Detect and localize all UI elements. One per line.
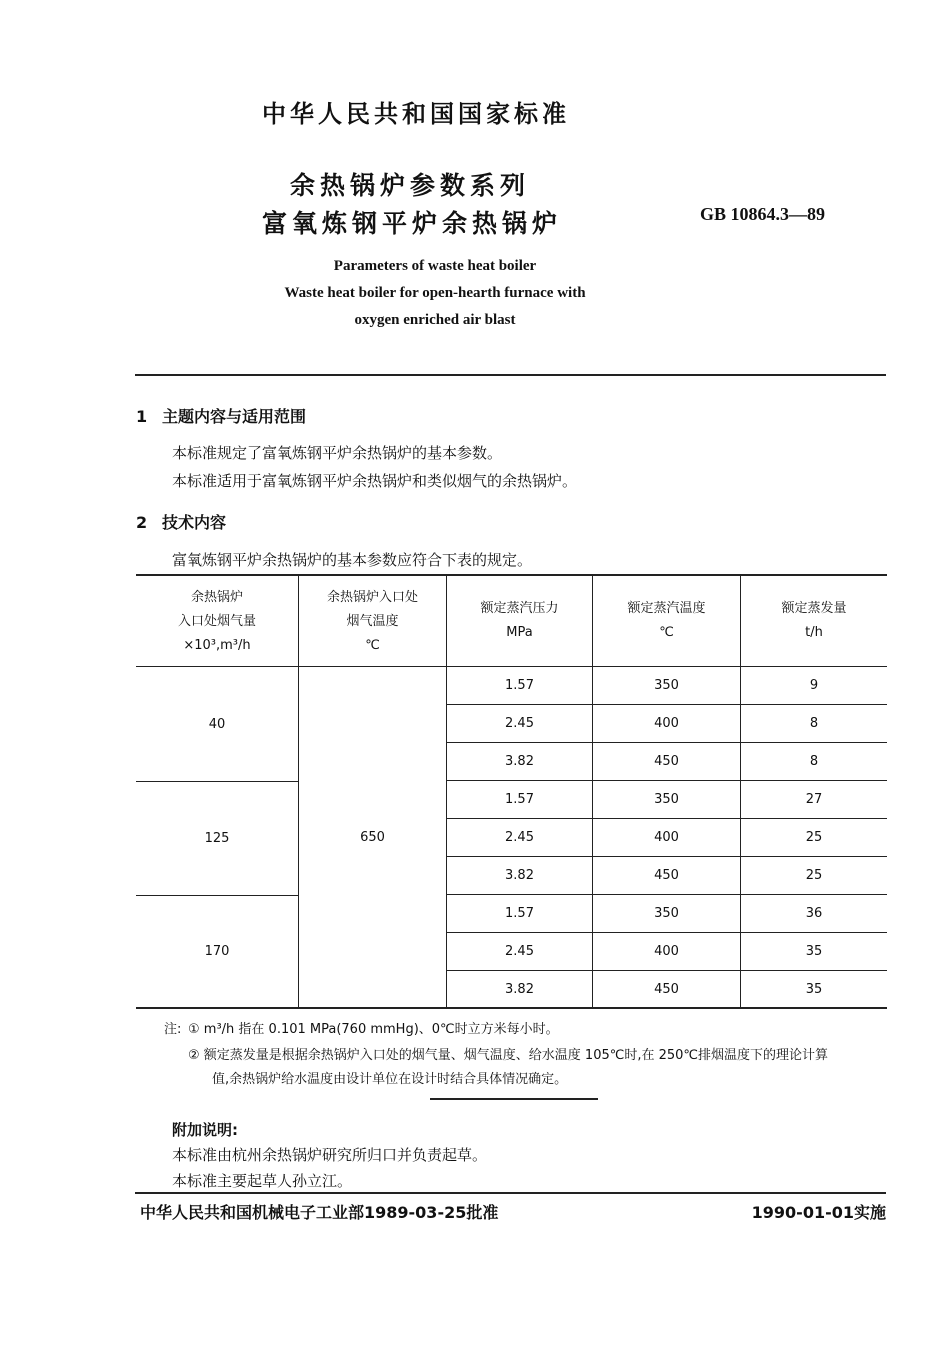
english-title-line3: oxygen enriched air blast — [354, 312, 516, 328]
pressure-cell: 3.82 — [505, 981, 534, 997]
header-gas-flow-unit: ×10³,m³/h — [183, 638, 251, 653]
note-2-line1: ② 额定蒸发量是根据余热锅炉入口处的烟气量、烟气温度、给水温度 105℃时,在 250℃排烟温度下的理论计算 — [188, 1048, 829, 1063]
pressure-cell: 3.82 — [505, 754, 534, 769]
steam-temperature-cell: 450 — [654, 981, 679, 997]
section-2-number: 2 — [136, 513, 148, 532]
note-2-line2: 值,余热锅炉给水温度由设计单位在设计时结合具体情况确定。 — [212, 1072, 568, 1087]
header-steam-pressure — [447, 597, 592, 645]
additional-note-2: 本标准主要起草人孙立江。 — [172, 1172, 353, 1190]
header-gas-flow — [136, 586, 298, 658]
header-evaporation-unit: t/h — [805, 625, 823, 640]
approval-statement: 中华人民共和国机械电子工业部1989-03-25批准 — [140, 1203, 499, 1222]
additional-note-1: 本标准由杭州余热锅炉研究所归口并负责起草。 — [172, 1146, 488, 1164]
evaporation-cell: 8 — [809, 716, 819, 731]
evaporation-cell: 25 — [805, 830, 823, 845]
section-1-number: 1 — [136, 407, 148, 426]
evaporation-cell: 36 — [805, 906, 823, 921]
evaporation-cell: 27 — [805, 792, 823, 807]
header-steam-temperature-label: 额定蒸汽温度 — [627, 601, 706, 616]
gas-temperature-cell: 650 — [360, 829, 385, 845]
gas-flow-cell: 40 — [208, 716, 226, 732]
evaporation-cell: 8 — [809, 754, 819, 769]
gas-flow-cell: 125 — [204, 831, 230, 846]
document-title-line1: 余热锅炉参数系列 — [290, 171, 531, 200]
section-1-paragraph-1: 本标准规定了富氧炼钢平炉余热锅炉的基本参数。 — [172, 444, 503, 462]
section-1-paragraph-2: 本标准适用于富氧炼钢平炉余热锅炉和类似烟气的余热锅炉。 — [172, 472, 578, 490]
header-steam-temperature-unit: ℃ — [659, 625, 674, 640]
pressure-cell: 3.82 — [505, 868, 534, 883]
section-1-heading — [136, 404, 306, 427]
steam-temperature-cell: 350 — [654, 678, 679, 693]
header-gas-flow-line1: 余热锅炉 — [190, 590, 243, 605]
header-gas-temperature-line2: 烟气温度 — [346, 614, 399, 629]
header-gas-flow-line2: 入口处烟气量 — [177, 614, 256, 629]
header-gas-temperature — [299, 586, 446, 658]
notes-label: 注: — [164, 1022, 182, 1037]
header-evaporation-label: 额定蒸发量 — [781, 601, 847, 616]
header-steam-temperature — [593, 597, 740, 645]
notes-divider — [430, 1098, 598, 1100]
header-steam-pressure-label: 额定蒸汽压力 — [480, 601, 559, 616]
pressure-cell: 1.57 — [505, 792, 534, 807]
additional-notes-title: 附加说明: — [172, 1121, 238, 1139]
evaporation-cell: 35 — [805, 944, 823, 959]
steam-temperature-cell: 400 — [654, 830, 679, 845]
bottom-rule — [135, 1192, 886, 1194]
evaporation-cell: 9 — [809, 678, 819, 693]
section-2-title: 技术内容 — [162, 513, 227, 532]
evaporation-cell: 35 — [805, 981, 823, 997]
document-title-line2: 富氧炼钢平炉余热锅炉 — [262, 209, 563, 238]
section-2-paragraph-1: 富氧炼钢平炉余热锅炉的基本参数应符合下表的规定。 — [172, 551, 533, 569]
steam-temperature-cell: 350 — [654, 906, 679, 921]
header-evaporation — [741, 597, 887, 645]
english-title-line2: Waste heat boiler for open-hearth furnace with — [284, 285, 586, 301]
pressure-cell: 2.45 — [505, 944, 534, 959]
pressure-cell: 2.45 — [505, 830, 534, 845]
steam-temperature-cell: 450 — [654, 754, 679, 769]
top-rule — [135, 374, 886, 376]
pressure-cell: 1.57 — [505, 906, 534, 921]
effective-date: 1990-01-01实施 — [751, 1203, 886, 1222]
national-standard-heading: 中华人民共和国国家标准 — [262, 100, 570, 128]
header-gas-temperature-unit: ℃ — [365, 638, 380, 653]
steam-temperature-cell: 350 — [654, 792, 679, 807]
steam-temperature-cell: 400 — [654, 716, 679, 731]
pressure-cell: 1.57 — [505, 678, 534, 693]
section-2-heading — [136, 510, 226, 533]
standard-number: GB 10864.3—89 — [700, 204, 826, 224]
evaporation-cell: 25 — [805, 868, 823, 883]
pressure-cell: 2.45 — [505, 716, 534, 731]
note-1: ① m³/h 指在 0.101 MPa(760 mmHg)、0℃时立方米每小时。 — [188, 1022, 559, 1037]
gas-flow-cell: 170 — [204, 944, 230, 959]
header-steam-pressure-unit: MPa — [506, 625, 533, 640]
steam-temperature-cell: 450 — [654, 868, 679, 883]
steam-temperature-cell: 400 — [654, 944, 679, 959]
english-title-line1: Parameters of waste heat boiler — [333, 258, 537, 274]
header-gas-temperature-line1: 余热锅炉入口处 — [326, 590, 418, 605]
section-1-title: 主题内容与适用范围 — [162, 407, 307, 426]
